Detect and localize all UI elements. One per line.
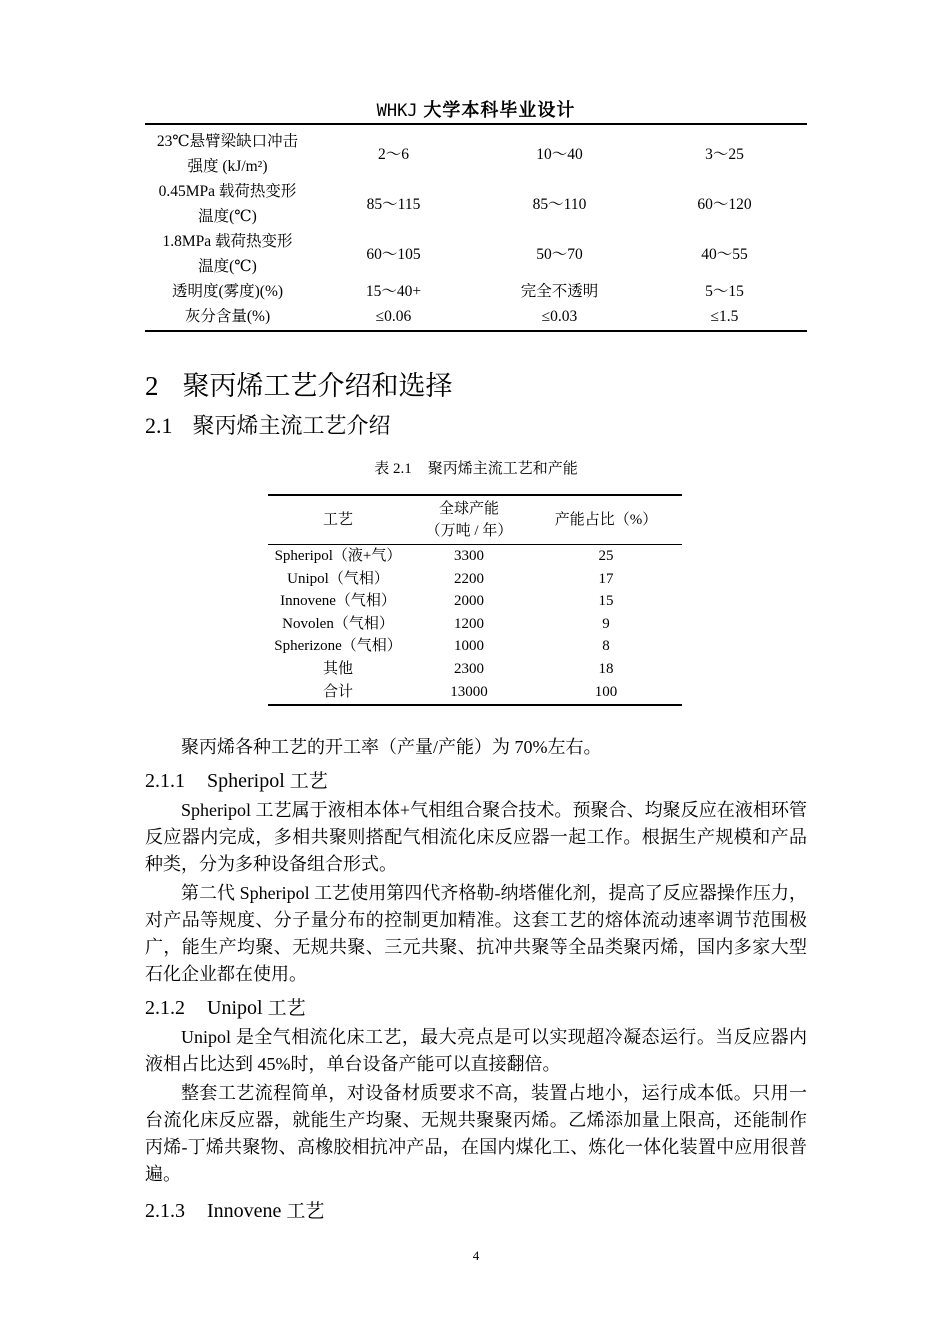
property-value: 2～6 <box>377 145 409 163</box>
capacity-cell: 2300 <box>454 660 484 677</box>
property-value: 完全不透明 <box>520 283 599 300</box>
header-rule <box>145 123 807 125</box>
column-header-process: 工艺 <box>268 495 408 545</box>
table-row <box>145 229 807 279</box>
share-cell: 18 <box>598 660 614 677</box>
property-label: 23℃悬臂梁缺口冲击 强度 (kJ/m²) <box>156 133 299 175</box>
property-value: 3～25 <box>705 145 744 163</box>
process-cell: 其他 <box>322 660 353 677</box>
table-row <box>268 681 682 706</box>
section-title-zh: 工艺 <box>286 1200 325 1222</box>
process-cell: Innovene（气相） <box>280 593 396 610</box>
property-value: 50～70 <box>536 245 583 263</box>
table-row <box>145 129 807 179</box>
property-value: 60～120 <box>697 195 752 213</box>
share-cell: 8 <box>602 638 610 655</box>
section-title: 聚丙烯主流工艺介绍 <box>192 414 391 439</box>
table-row <box>268 568 682 591</box>
section-heading-2-1 <box>145 409 391 440</box>
share-cell: 17 <box>598 570 614 587</box>
header-title-en: WHKJ <box>376 101 418 121</box>
property-value: 60～105 <box>366 245 421 263</box>
section-title-en: Spheripol <box>207 770 285 792</box>
table-header-row <box>268 495 682 545</box>
paragraph-spheripol-1: Spheripol 工艺属于液相本体+气相组合聚合技术。预聚合、均聚反应在液相环管反应器内完成，多相共聚则搭配气相流化床反应器一起工作。根据生产规模和产品种类，分为多种设备组合形式。 <box>145 800 807 874</box>
process-cell: Unipol（气相） <box>287 570 389 587</box>
section-number: 2.1.3 <box>145 1200 185 1222</box>
process-cell: 合计 <box>268 681 408 706</box>
capacity-cell: 3300 <box>454 548 484 564</box>
table-caption <box>145 457 807 478</box>
paragraph-spheripol-2: 第二代 Spheripol 工艺使用第四代齐格勒-纳塔催化剂，提高了反应器操作压力，对产品等规度、分子量分布的控制更加精准。这套工艺的熔体流动速率调节范围极广，能生产均聚、无规共聚、三元共聚、抗冲共聚等全品类聚丙烯，国内多家大型石化企业都在使用。 <box>145 883 807 984</box>
process-cell: Novolen（气相） <box>282 615 394 632</box>
section-number: 2.1.2 <box>145 997 185 1019</box>
paragraph-unipol-2: 整套工艺流程简单，对设备材质要求不高，装置占地小，运行成本低。只用一台流化床反应器，就能生产均聚、无规共聚聚丙烯。乙烯添加量上限高，还能制作丙烯-丁烯共聚物、高橡胶相抗冲产品，在国内煤化工、炼化一体化装置中应用很普遍。 <box>145 1083 807 1184</box>
capacity-cell: 1000 <box>454 638 484 655</box>
paragraph-operating-rate: 聚丙烯各种工艺的开工率（产量/产能）为 70%左右。 <box>181 737 602 757</box>
section-heading-2-1-3 <box>145 1196 324 1223</box>
property-label: 灰分含量(%) <box>145 304 310 331</box>
column-header-share: 产能占比（%） <box>530 495 682 545</box>
capacity-cell: 13000 <box>408 681 530 706</box>
share-cell: 15 <box>598 593 614 610</box>
capacity-cell: 2000 <box>454 593 484 610</box>
property-label: 1.8MPa 载荷热变形 温度(℃) <box>162 233 293 275</box>
page-header <box>145 96 807 122</box>
caption-number: 表 2.1 <box>374 461 412 477</box>
section-heading-2 <box>145 364 453 403</box>
process-cell: Spheripol（液+气） <box>274 548 402 564</box>
process-cell: Spherizone（气相） <box>274 638 402 655</box>
section-number: 2.1.1 <box>145 770 185 792</box>
share-cell: 25 <box>598 548 614 564</box>
capacity-cell: 1200 <box>454 615 484 632</box>
capacity-cell: 2200 <box>454 570 484 587</box>
table-row <box>268 658 682 681</box>
table-row <box>145 279 807 304</box>
table-row <box>268 635 682 658</box>
section-title-en: Innovene <box>207 1200 282 1222</box>
section-title: 聚丙烯工艺介绍和选择 <box>182 371 453 402</box>
header-title-zh: 大学本科毕业设计 <box>423 100 576 121</box>
property-value: 85～115 <box>366 195 421 213</box>
caption-title: 聚丙烯主流工艺和产能 <box>427 461 578 477</box>
section-title-zh: 工艺 <box>267 997 306 1019</box>
share-cell: 100 <box>530 681 682 706</box>
section-heading-2-1-2 <box>145 993 306 1020</box>
property-value: 85～110 <box>532 195 587 213</box>
property-value: ≤1.5 <box>642 304 807 331</box>
section-title-zh: 工艺 <box>289 770 328 792</box>
property-value: 15～40+ <box>365 283 422 300</box>
table-row <box>268 613 682 636</box>
table-row <box>145 179 807 229</box>
property-value: ≤0.03 <box>477 304 642 331</box>
process-capacity-table <box>268 494 682 706</box>
property-value: 40～55 <box>701 245 748 263</box>
property-label: 透明度(雾度)(%) <box>171 283 284 300</box>
paragraph-unipol-1: Unipol 是全气相流化床工艺，最大亮点是可以实现超冷凝态运行。当反应器内液相占比达到 45%时，单台设备产能可以直接翻倍。 <box>145 1027 807 1074</box>
table-row <box>145 304 807 331</box>
share-cell: 9 <box>602 615 610 632</box>
section-number: 2 <box>145 371 159 401</box>
property-value: ≤0.06 <box>310 304 477 331</box>
properties-table <box>145 129 807 332</box>
section-heading-2-1-1 <box>145 766 328 793</box>
table-row <box>268 545 682 568</box>
page-number: 4 <box>472 1248 480 1263</box>
table-row <box>268 590 682 613</box>
property-value: 5～15 <box>705 283 744 300</box>
property-label: 0.45MPa 载荷热变形 温度(℃) <box>158 183 297 225</box>
section-number: 2.1 <box>145 413 173 438</box>
section-title-en: Unipol <box>207 997 263 1019</box>
column-header-capacity: 全球产能 （万吨 / 年） <box>408 495 530 545</box>
property-value: 10～40 <box>536 145 583 163</box>
